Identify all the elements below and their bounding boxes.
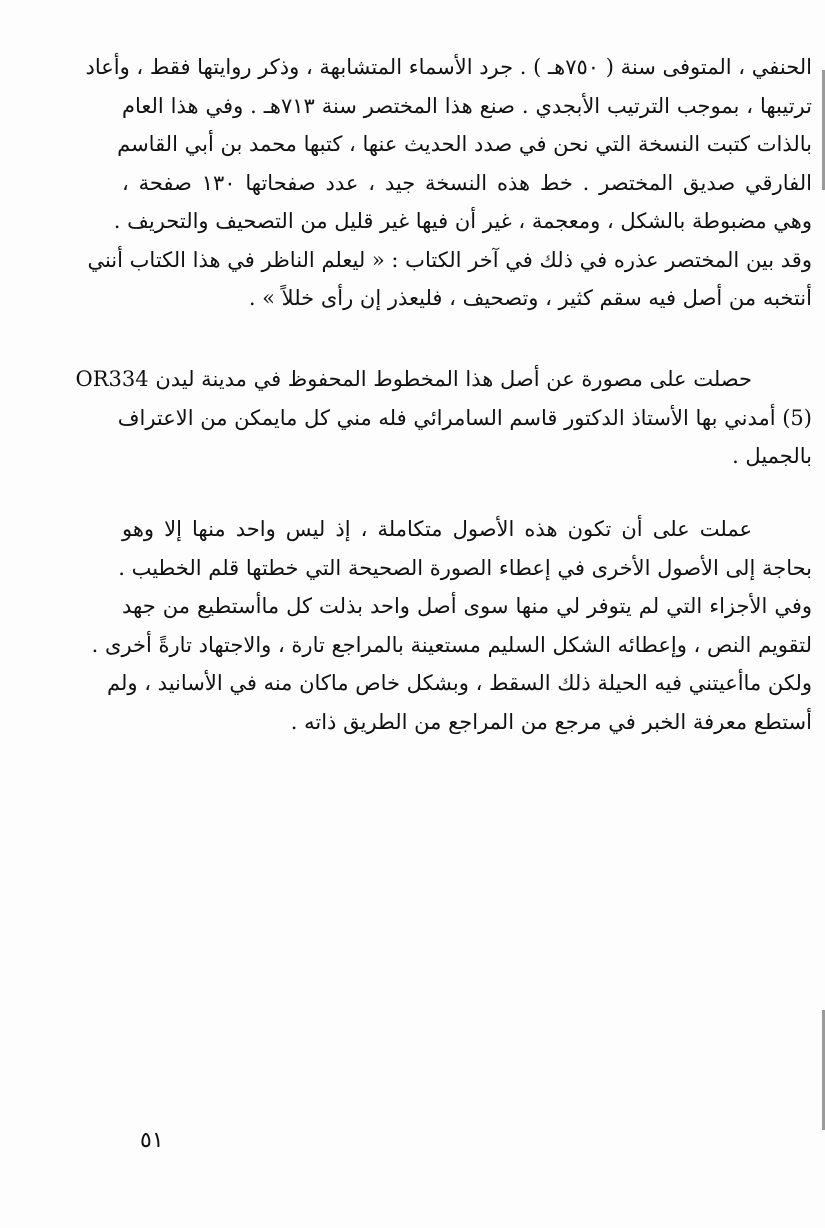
paragraph-2: [75, 360, 812, 476]
paragraph-3: [91, 510, 812, 741]
paragraph-1-line-3: بالذات كتبت النسخة التي نحن في صدد الحديث عنها ، كتبها محمد بن أبي القاسم: [117, 132, 812, 156]
paragraph-3-line-3: وفي الأجزاء التي لم يتوفر لي منها سوى أصل واحد بذلت كل ماأستطيع من جهد: [122, 594, 812, 618]
paragraph-1-line-5: وهي مضبوطة بالشكل ، ومعجمة ، غير أن فيها غير قليل من التصحيف والتحريف .: [113, 209, 812, 233]
paragraph-3-line-5: ولكن ماأعيتني فيه الحيلة ذلك السقط ، وبشكل خاص ماكان منه في الأسانيد ، ولم: [107, 671, 812, 695]
page-number: ٥١: [140, 1128, 164, 1153]
paragraph-3-line-4: لتقويم النص ، وإعطائه الشكل السليم مستعينة بالمراجع تارة ، والاجتهاد تارةً أخرى .: [91, 632, 812, 657]
paragraph-1-line-2: ترتيبها ، بموجب الترتيب الأبجدي . صنع هذا المختصر سنة ٧١٣هـ . وفي هذا العام: [122, 93, 812, 118]
paragraph-1-line-6: وقد بين المختصر عذره في ذلك في آخر الكتاب : « ليعلم الناظر في هذا الكتاب أنني: [87, 247, 812, 272]
paragraph-1-line-1: الحنفي ، المتوفى سنة ( ٧٥٠هـ ) . جرد الأسماء المتشابهة ، وذكر روايتها فقط ، وأعاد: [85, 55, 812, 79]
paragraph-2-line-1: حصلت على مصورة عن أصل هذا المخطوط المحفوظ في مدينة ليدن OR334: [75, 367, 752, 391]
paragraph-2-line-2: (5) أمدني بها الأستاذ الدكتور قاسم السامرائي فله مني كل مايمكن من الاعتراف: [117, 405, 812, 430]
paragraph-3-line-1: عملت على أن تكون هذه الأصول متكاملة ، إذ ليس واحد منها إلا وهو: [122, 517, 752, 541]
paragraph-3-line-6: أستطع معرفة الخبر في مرجع من المراجع من الطريق ذاته .: [290, 709, 812, 734]
paragraph-3-line-2: بحاجة إلى الأصول الأخرى في إعطاء الصورة الصحيحة التي خطتها قلم الخطيب .: [118, 555, 812, 580]
paragraph-1-line-4: الفارقي صديق المختصر . خط هذه النسخة جيد ، عدد صفحاتها ١٣٠ صفحة ،: [122, 170, 812, 195]
paragraph-2-line-3: بالجميل .: [732, 444, 812, 468]
paragraph-1: [85, 48, 812, 318]
paragraph-1-line-7: أنتخبه من أصل فيه سقم كثير ، وتصحيف ، فليعذر إن رأى خللاً » .: [248, 286, 812, 310]
